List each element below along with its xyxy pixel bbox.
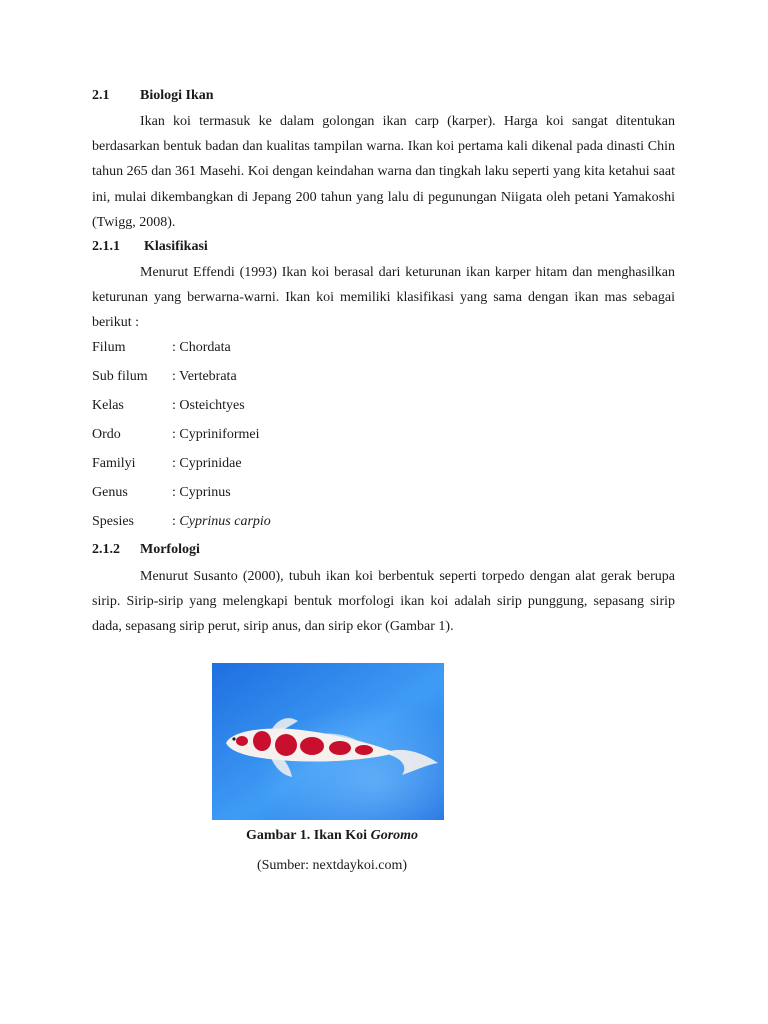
classification-value-italic: Cyprinus carpio (179, 514, 271, 529)
classification-value-text: : Cyprinidae (172, 456, 242, 471)
classification-value (172, 367, 237, 387)
classification-label: Filum (92, 340, 126, 355)
classification-row (92, 483, 231, 503)
classification-row (92, 425, 260, 445)
klasifikasi-title: Klasifikasi (144, 239, 208, 254)
caption-prefix: Gambar 1. Ikan Koi (245, 828, 371, 843)
morfologi-title: Morfologi (140, 542, 200, 557)
classification-label: Ordo (92, 427, 121, 442)
classification-label: Spesies (92, 514, 134, 529)
classification-value-text: : Osteichtyes (172, 398, 245, 413)
classification-row (92, 338, 231, 358)
classification-value (172, 396, 245, 416)
klasifikasi-number: 2.1.1 (92, 239, 120, 254)
caption-italic: Goromo (370, 828, 419, 843)
classification-value (172, 483, 231, 503)
classification-value (172, 454, 242, 474)
classification-row (92, 396, 245, 416)
classification-label: Familyi (92, 456, 136, 471)
koi-photo (212, 663, 444, 820)
classification-value (172, 338, 231, 358)
classification-label: Kelas (92, 398, 124, 413)
classification-value-text: : Cyprinus (172, 485, 231, 500)
morfologi-number: 2.1.2 (92, 542, 120, 557)
morfologi-paragraph: Menurut Susanto (2000), tubuh ikan koi berbentuk seperti torpedo dengan alat gerak berupa sirip. Sirip-sirip yang melengkapi bentuk morfologi ikan koi adalah sirip punggung, sepasang sirip dada, sepasang sirip perut, sirip anus, dan sirip ekor (Gambar 1). (92, 569, 675, 635)
classification-row (92, 367, 237, 387)
section-title: Biologi Ikan (140, 88, 214, 103)
morfologi-heading (92, 540, 200, 560)
classification-value (172, 512, 271, 532)
figure-caption (0, 826, 664, 846)
section-paragraph: Ikan koi termasuk ke dalam golongan ikan carp (karper). Harga koi sangat ditentukan berdasarkan bentuk badan dan kualitas tampilan warna. Ikan koi pertama kali dikenal pada dinasti Chin tahun 265 dan 361 Masehi. Koi dengan keindahan warna dan tingkah laku seperti yang kita ketahui saat ini, mulai dikembangkan di Jepang 200 tahun yang lalu di pegunungan Niigata oleh petani Yamakoshi (Twigg, 2008). (92, 114, 675, 230)
section-heading (92, 86, 214, 106)
classification-value-text: : Vertebrata (172, 369, 237, 384)
classification-label: Sub filum (92, 369, 148, 384)
klasifikasi-heading (92, 237, 208, 257)
klasifikasi-paragraph: Menurut Effendi (1993) Ikan koi berasal dari keturunan ikan karper hitam dan menghasilkan keturunan yang berwarna-warni. Ikan koi memiliki klasifikasi yang sama dengan ikan mas sebagai berikut : (92, 265, 675, 331)
section-number: 2.1 (92, 88, 110, 103)
classification-value (172, 425, 260, 445)
classification-row (92, 454, 242, 474)
classification-value-text: : Cypriniformei (172, 427, 260, 442)
classification-value-text: : Chordata (172, 340, 231, 355)
classification-row (92, 512, 271, 532)
classification-value-text: : (172, 514, 180, 529)
figure-source: (Sumber: nextdaykoi.com) (256, 858, 408, 873)
classification-label: Genus (92, 485, 128, 500)
koi-fish-illustration (212, 663, 444, 820)
